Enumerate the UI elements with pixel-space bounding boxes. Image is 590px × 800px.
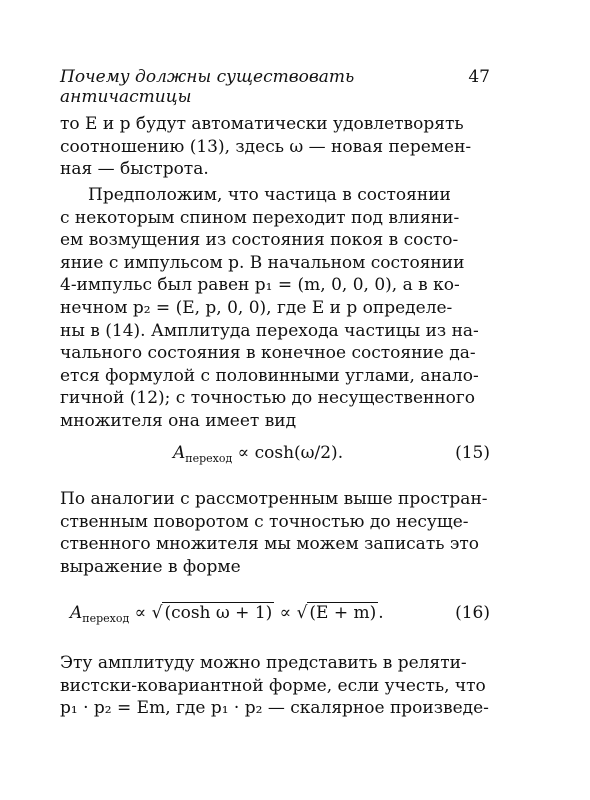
amplitude-symbol: A xyxy=(173,443,186,463)
text-line: гичной (12); с точностью до несущественного xyxy=(60,388,476,409)
running-title: Почему должны существовать античастицы xyxy=(60,67,355,107)
amplitude-subscript: переход xyxy=(82,612,130,625)
text-line: яние с импульсом p. В начальном состоянии xyxy=(60,252,465,273)
proportional-sqrt-2: ∝ √ xyxy=(274,603,308,623)
text-line: чального состояния в конечное состояние да- xyxy=(60,343,476,364)
text-line: выражение в форме xyxy=(60,556,241,577)
text-line: ственным поворотом с точностью до несуще- xyxy=(60,511,469,532)
amplitude-subscript: переход xyxy=(185,452,233,465)
paragraph-1 xyxy=(60,113,490,181)
equation-16-number: (16) xyxy=(455,603,490,623)
equation-15-expression xyxy=(173,443,343,465)
equation-15 xyxy=(60,443,490,471)
page-number: 47 xyxy=(468,67,490,87)
equation-16-period: . xyxy=(378,603,384,623)
equation-15-rhs: ∝ cosh(ω/2). xyxy=(232,443,344,463)
radicand-1: (cosh ω + 1) xyxy=(164,603,273,623)
text-line: то E и p будут автоматически удовлетворять xyxy=(60,114,464,134)
text-line: ная — быстрота. xyxy=(60,159,209,180)
paragraph-2 xyxy=(60,184,490,433)
text-line: Эту амплитуду можно представить в реляти- xyxy=(60,653,467,673)
text-line: вистски-ковариантной форме, если учесть, что xyxy=(60,675,486,696)
radicand-2: (E + m) xyxy=(309,603,377,623)
equation-16 xyxy=(60,603,490,631)
text-line: По аналогии с рассмотренным выше простран- xyxy=(60,489,488,509)
text-line: ственного множителя мы можем записать это xyxy=(60,534,480,555)
amplitude-symbol: A xyxy=(70,603,83,623)
paragraph-4 xyxy=(60,652,490,720)
running-header xyxy=(60,67,490,107)
paragraph-3 xyxy=(60,488,490,578)
text-line: ется формулой с половинными углами, анало- xyxy=(60,365,479,386)
text-line: множителя она имеет вид xyxy=(60,410,297,431)
text-line: ны в (14). Амплитуда перехода частицы из на- xyxy=(60,320,479,341)
text-line: соотношению (13), здесь ω — новая перемен- xyxy=(60,136,472,157)
equation-15-number: (15) xyxy=(455,443,490,463)
text-line: p₁ · p₂ = Em, где p₁ · p₂ — скалярное произведе- xyxy=(60,698,489,719)
text-line: нечном p₂ = (E, p, 0, 0), где E и p определе- xyxy=(60,297,453,318)
text-line: с некоторым спином переходит под влияни- xyxy=(60,207,460,228)
proportional-sqrt-1: ∝ √ xyxy=(129,603,163,623)
text-line: 4-импульс был равен p₁ = (m, 0, 0, 0), а в ко- xyxy=(60,275,460,296)
text-line: Предположим, что частица в состоянии xyxy=(88,185,451,205)
text-line: ем возмущения из состояния покоя в состо- xyxy=(60,230,459,251)
equation-16-expression xyxy=(70,603,384,625)
